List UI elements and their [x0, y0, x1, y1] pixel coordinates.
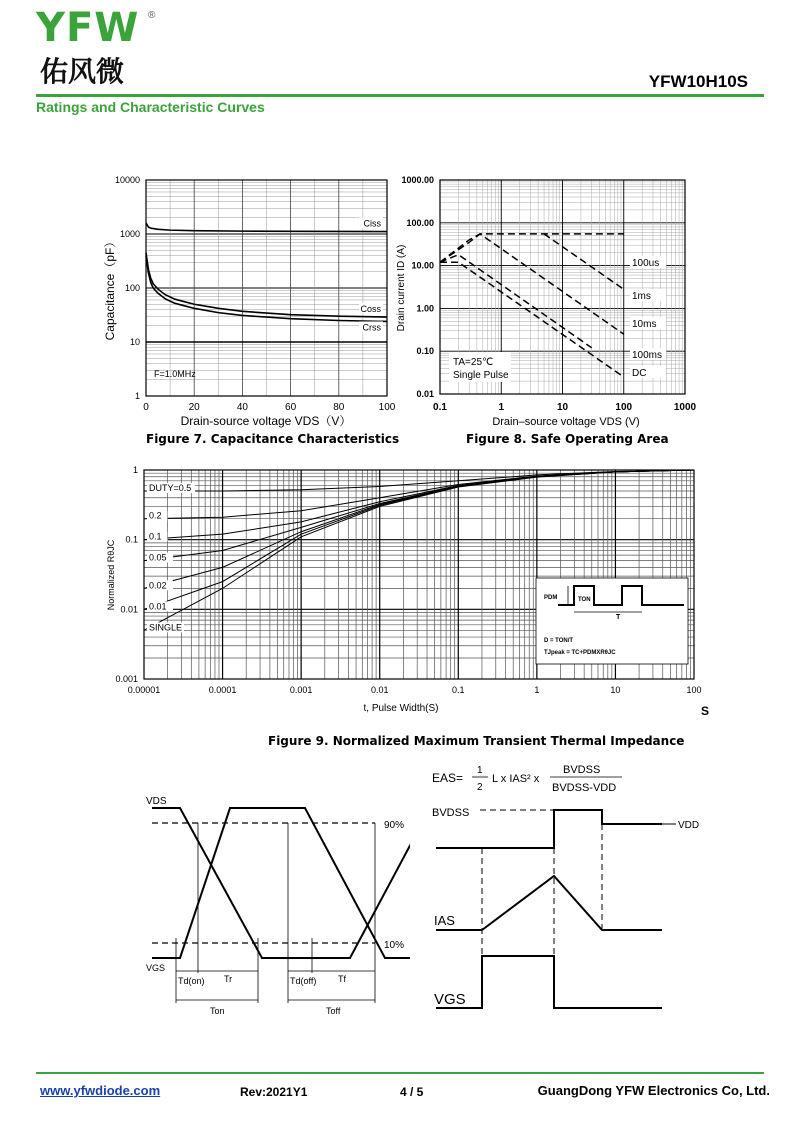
fig7-x-tick: 20: [188, 402, 200, 413]
brand-logo: YFW: [36, 5, 140, 51]
fig8-series-100ms: [440, 255, 592, 348]
fig8-y-axis-label: Drain current ID (A): [396, 244, 407, 332]
fig7-x-axis-label: Drain-source voltage VDS（V）: [180, 414, 352, 428]
fig8-y-tick: 1.00: [416, 303, 434, 314]
fig9-label-single: SINGLE: [149, 622, 183, 633]
fig8-x-tick: 100: [615, 402, 633, 413]
fig9-inset: [536, 578, 688, 664]
eas-half-num: 1: [477, 765, 483, 776]
registered-mark: ®: [148, 10, 156, 21]
fig8-label-1ms: 1ms: [632, 291, 651, 302]
sw-vgs-label: VGS: [146, 963, 166, 973]
eas-ias-label: IAS: [434, 913, 455, 928]
fig7-chart: [96, 170, 396, 430]
eas-frac-den: BVDSS-VDD: [552, 782, 617, 794]
eas-vgs-label: VGS: [434, 991, 466, 1008]
fig9-x-tick: 0.001: [289, 685, 313, 695]
footer-company: GuangDong YFW Electronics Co, Ltd.: [537, 1083, 770, 1098]
fig8-y-tick: 100.00: [406, 217, 434, 228]
fig7-x-tick: 100: [378, 402, 396, 413]
fig8-x-tick: 10: [556, 402, 569, 413]
fig7-caption: Figure 7. Capacitance Characteristics: [146, 432, 400, 446]
eas-mid: L x IAS² x: [492, 773, 540, 785]
footer-website-link[interactable]: www.yfwdiode.com: [40, 1083, 161, 1098]
fig9-y-tick: 1: [132, 465, 138, 475]
fig9-inset-duty: D = TON/T: [544, 638, 574, 644]
fig9-label-0-2: 0.2: [149, 510, 162, 521]
fig8-caption: Figure 8. Safe Operating Area: [466, 432, 669, 446]
eas-diagram: [426, 760, 726, 1020]
eas-lhs: EAS=: [432, 771, 464, 785]
fig7-x-tick: 0: [143, 402, 149, 413]
footer-revision: Rev:2021Y1: [240, 1085, 308, 1099]
sw-tdoff-label: Td(off): [290, 976, 317, 986]
fig7-x-tick: 60: [285, 402, 297, 413]
fig7-x-tick: 80: [333, 402, 345, 413]
section-title: Ratings and Characteristic Curves: [36, 99, 265, 115]
fig8-y-tick: 1000.00: [401, 175, 434, 185]
fig9-inset-ton: TON: [578, 597, 591, 603]
fig7-label-crss: Crss: [362, 322, 381, 333]
sw-tr-label: Tr: [224, 974, 233, 984]
fig9-inset-t: T: [616, 614, 621, 621]
fig8-label-100ms: 100ms: [632, 350, 663, 361]
fig8-x-tick: 0.1: [433, 402, 447, 413]
fig9-y-tick: 0.001: [115, 674, 138, 684]
fig9-x-tick: 0.00001: [127, 685, 161, 695]
sw-vds-label: VDS: [146, 796, 167, 807]
fig7-label-coss: Coss: [360, 304, 381, 315]
fig8-annotation-ta: TA=25℃: [453, 357, 494, 368]
fig8-y-tick: 10.00: [411, 260, 434, 271]
fig8-series-100us: [440, 234, 624, 262]
fig7-annotation: F=1.0MHz: [154, 369, 196, 379]
fig8-series-10ms: [440, 234, 624, 334]
sw-90-label: 90%: [384, 820, 405, 831]
fig9-label-0-05: 0.05: [149, 552, 167, 563]
fig7-y-tick: 1000: [119, 229, 140, 239]
fig7-y-axis-label: Capacitance（pF）: [103, 235, 117, 341]
fig7-y-tick: 100: [124, 283, 140, 293]
fig9-inset-pdm: PDM: [544, 595, 558, 601]
fig9-y-tick: 0.1: [125, 534, 138, 545]
fig7-y-tick: 10: [129, 337, 140, 347]
sw-10-label: 10%: [384, 940, 405, 951]
header-divider: [36, 94, 764, 97]
fig9-x-tick: 10: [610, 685, 621, 695]
fig7-x-tick: 40: [236, 402, 248, 413]
fig9-x-tick: 0.0001: [208, 685, 237, 695]
fig9-x-tick: 1: [534, 685, 540, 695]
fig9-inset-tj: TJpeak = TC+PDMXRθJC: [544, 650, 616, 656]
fig8-label-10ms: 10ms: [632, 319, 657, 330]
fig9-x-axis-label: t, Pulse Width(S): [363, 703, 439, 714]
brand-logo-chinese: 佑风微: [40, 55, 125, 88]
fig9-label-0-01: 0.01: [149, 601, 167, 612]
fig9-y-tick: 0.01: [120, 604, 138, 615]
fig9-y-axis-label: Normalized RθJC: [106, 539, 116, 611]
fig9-x-tick: 0.01: [370, 685, 389, 695]
fig9-x-unit: S: [701, 704, 710, 718]
fig8-x-tick: 1000: [673, 402, 697, 413]
fig7-y-tick: 1: [134, 391, 140, 401]
fig8-y-tick: 0.10: [416, 346, 434, 357]
eas-frac-num: BVDSS: [563, 764, 601, 776]
fig7-y-tick: 10000: [114, 175, 140, 185]
sw-toff-label: Toff: [326, 1006, 341, 1016]
eas-vdd-label: VDD: [678, 820, 700, 831]
fig7-label-ciss: Ciss: [363, 218, 381, 229]
fig9-chart: [96, 460, 726, 720]
fig9-x-tick: 100: [686, 685, 702, 695]
footer-page-number: 4 / 5: [400, 1085, 424, 1099]
fig8-y-tick: 0.01: [416, 389, 434, 399]
sw-tf-label: Tf: [338, 974, 346, 984]
sw-tdon-label: Td(on): [178, 976, 205, 986]
sw-ton-label: Ton: [210, 1006, 225, 1016]
eas-half-den: 2: [477, 782, 483, 793]
fig9-caption: Figure 9. Normalized Maximum Transient Thermal Impedance: [268, 734, 685, 748]
fig8-series-1ms: [544, 234, 624, 289]
fig8-chart: [396, 170, 706, 430]
part-number: YFW10H10S: [648, 72, 748, 91]
fig9-label-0-02: 0.02: [149, 580, 167, 591]
fig8-label-100us: 100us: [632, 258, 660, 269]
fig9-label-0-1: 0.1: [149, 531, 162, 542]
fig8-annotation-pulse: Single Pulse: [453, 370, 509, 381]
footer-divider: [36, 1072, 764, 1074]
fig8-label-dc: DC: [632, 368, 647, 379]
fig8-x-tick: 1: [498, 402, 505, 413]
fig9-x-tick: 0.1: [452, 685, 465, 695]
fig8-x-axis-label: Drain–source voltage VDS (V): [492, 416, 640, 428]
eas-bvdss-label: BVDSS: [432, 807, 470, 819]
switching-waveform-diagram: [140, 788, 410, 1018]
fig9-label-duty-0-5: DUTY=0.5: [149, 482, 192, 493]
